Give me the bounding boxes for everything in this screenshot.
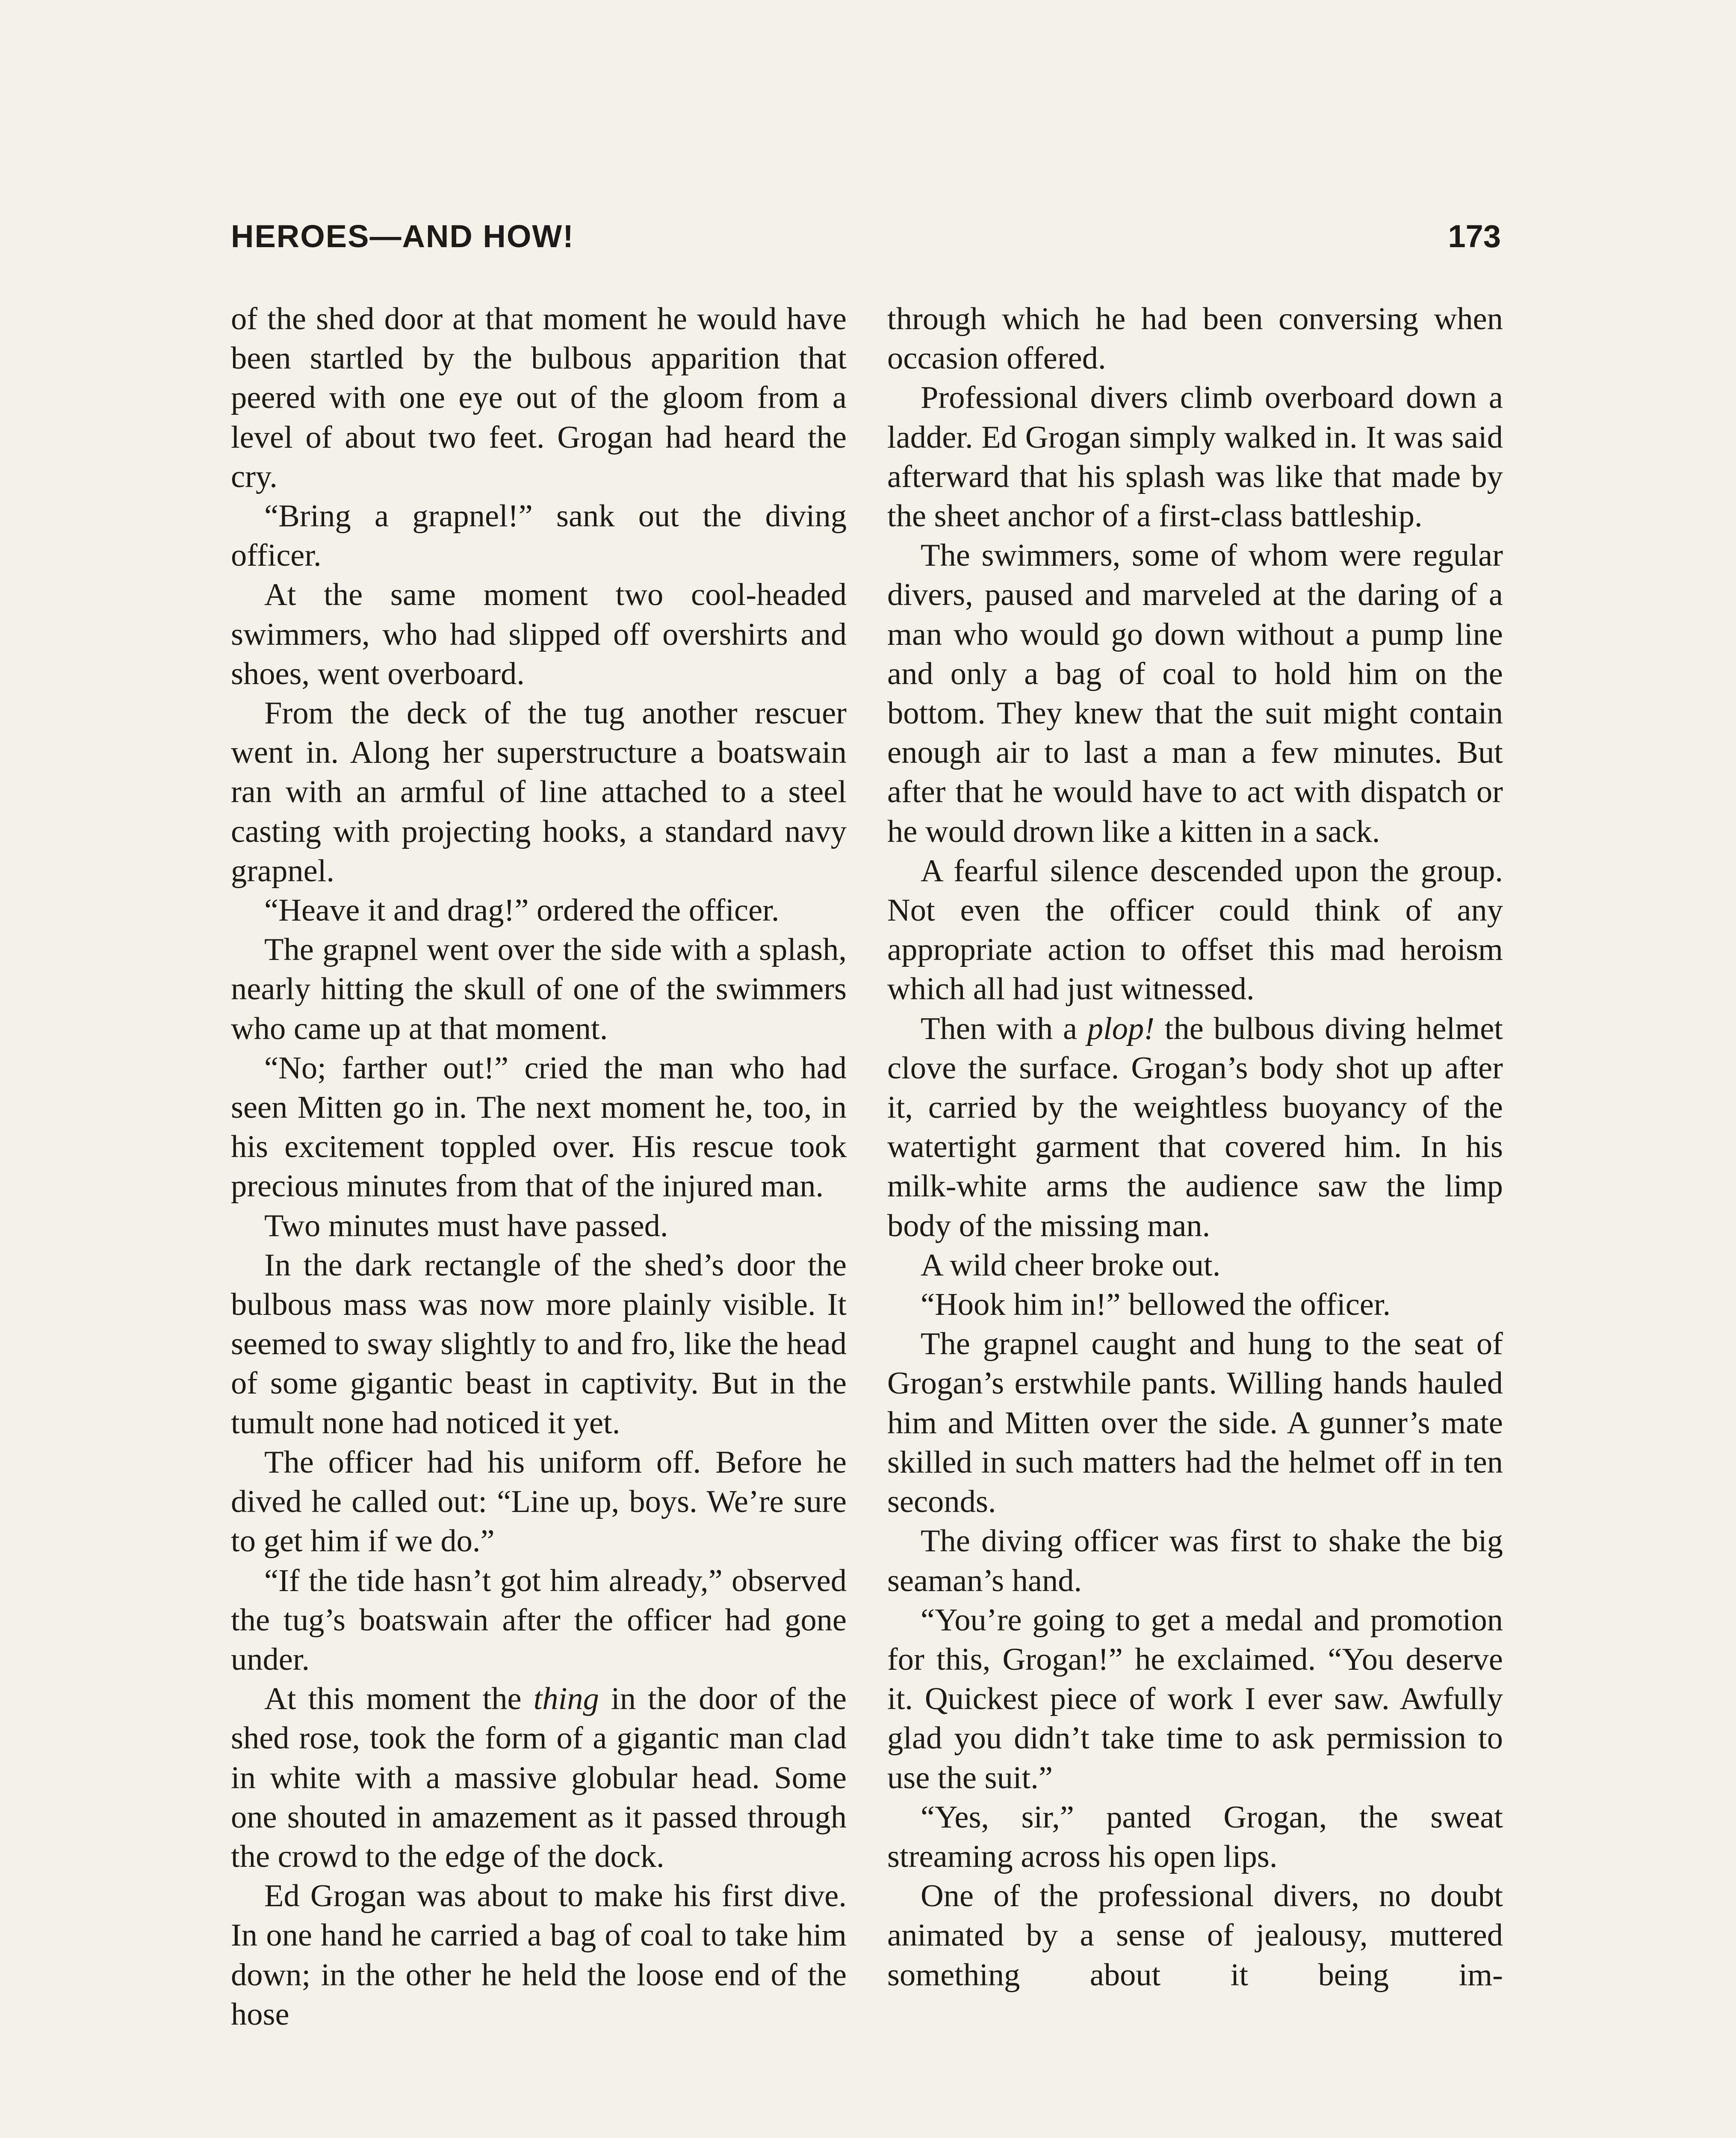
paragraph: The officer had his uniform off. Before he dived he called out: “Line up, boys. We’re sure to get him if we do.” xyxy=(231,1444,847,1559)
page-header xyxy=(231,214,1501,265)
paragraph: The grapnel went over the side with a splash, nearly hitting the skull of one of the swimmers who came up at that moment. xyxy=(231,932,847,1046)
running-head: HEROES—AND HOW! xyxy=(231,219,574,254)
page-number: 173 xyxy=(1448,219,1501,254)
paragraph: In the dark rectangle of the shed’s door the bulbous mass was now more plainly visible. It seemed to sway slightly to and fro, like the head of some gigantic beast in captivity. But in the tumult none had noticed it yet. xyxy=(231,1247,847,1441)
right-column xyxy=(887,299,1503,1995)
italic-word: thing xyxy=(533,1681,599,1717)
paragraph: One of the professional divers, no doubt animated by a sense of jealousy, muttered something about it being im- xyxy=(887,1878,1503,1993)
italic-word: plop! xyxy=(1087,1011,1155,1046)
left-column xyxy=(231,299,847,2034)
paragraph: Ed Grogan was about to make his first dive. In one hand he carried a bag of coal to take him down; in the other he held the loose end of the hose xyxy=(231,1878,847,2032)
paragraph: “Heave it and drag!” ordered the officer. xyxy=(264,893,779,928)
paragraph: through which he had been conversing when occasion offered. xyxy=(887,301,1503,376)
paragraph: Then with a plop! the bulbous diving helmet clove the surface. Grogan’s body shot up after it, carried by the weightless buoyancy of the watertight garment that covered him. In his milk-white arms the audience saw the limp body of the missing man. xyxy=(887,1011,1503,1243)
paragraph: “Bring a grapnel!” sank out the diving officer. xyxy=(231,499,847,573)
paragraph: At the same moment two cool-headed swimmers, who had slipped off overshirts and shoes, went overboard. xyxy=(231,577,847,691)
paragraph: “Yes, sir,” panted Grogan, the sweat streaming across his open lips. xyxy=(887,1799,1503,1874)
paragraph: The diving officer was first to shake the big seaman’s hand. xyxy=(887,1524,1503,1598)
paragraph: “If the tide hasn’t got him already,” observed the tug’s boatswain after the officer had gone under. xyxy=(231,1563,847,1677)
paragraph: Professional divers climb overboard down a ladder. Ed Grogan simply walked in. It was said afterward that his splash was like that made by the sheet anchor of a first-class battleship. xyxy=(887,380,1503,534)
paragraph: At this moment the thing in the door of the shed rose, took the form of a gigantic man clad in white with a massive globular head. Some one shouted in amazement as it passed through the crowd to the edge of the dock. xyxy=(231,1681,847,1874)
paragraph: The grapnel caught and hung to the seat of Grogan’s erstwhile pants. Willing hands hauled him and Mitten over the side. A gunner’s mate skilled in such matters had the helmet off in ten seconds. xyxy=(887,1326,1503,1520)
paragraph: “No; farther out!” cried the man who had seen Mitten go in. The next moment he, too, in his excitement toppled over. His rescue took precious minutes from that of the injured man. xyxy=(231,1050,847,1204)
paragraph: A fearful silence descended upon the group. Not even the officer could think of any appropriate action to offset this mad heroism which all had just witnessed. xyxy=(887,853,1503,1007)
paragraph: Two minutes must have passed. xyxy=(264,1208,668,1243)
paragraph: From the deck of the tug another rescuer went in. Along her superstructure a boatswain ran with an armful of line attached to a steel casting with projecting hooks, a standard navy grapnel. xyxy=(231,696,847,889)
paragraph: A wild cheer broke out. xyxy=(921,1247,1221,1283)
paragraph: The swimmers, some of whom were regular divers, paused and marveled at the daring of a man who would go down without a pump line and only a bag of coal to hold him on the bottom. They knew that the suit might contain enough air to last a man a few minutes. But after that he would have to act with dispatch or he would drown like a kitten in a sack. xyxy=(887,538,1503,849)
paragraph: “Hook him in!” bellowed the officer. xyxy=(921,1287,1391,1323)
paragraph: of the shed door at that moment he would have been startled by the bulbous apparition that peered with one eye out of the gloom from a level of about two feet. Grogan had heard the cry. xyxy=(231,301,847,494)
paragraph: “You’re going to get a medal and promotion for this, Grogan!” he exclaimed. “You deserve it. Quickest piece of work I ever saw. Awfully glad you didn’t take time to ask permission to use the suit.” xyxy=(887,1602,1503,1795)
